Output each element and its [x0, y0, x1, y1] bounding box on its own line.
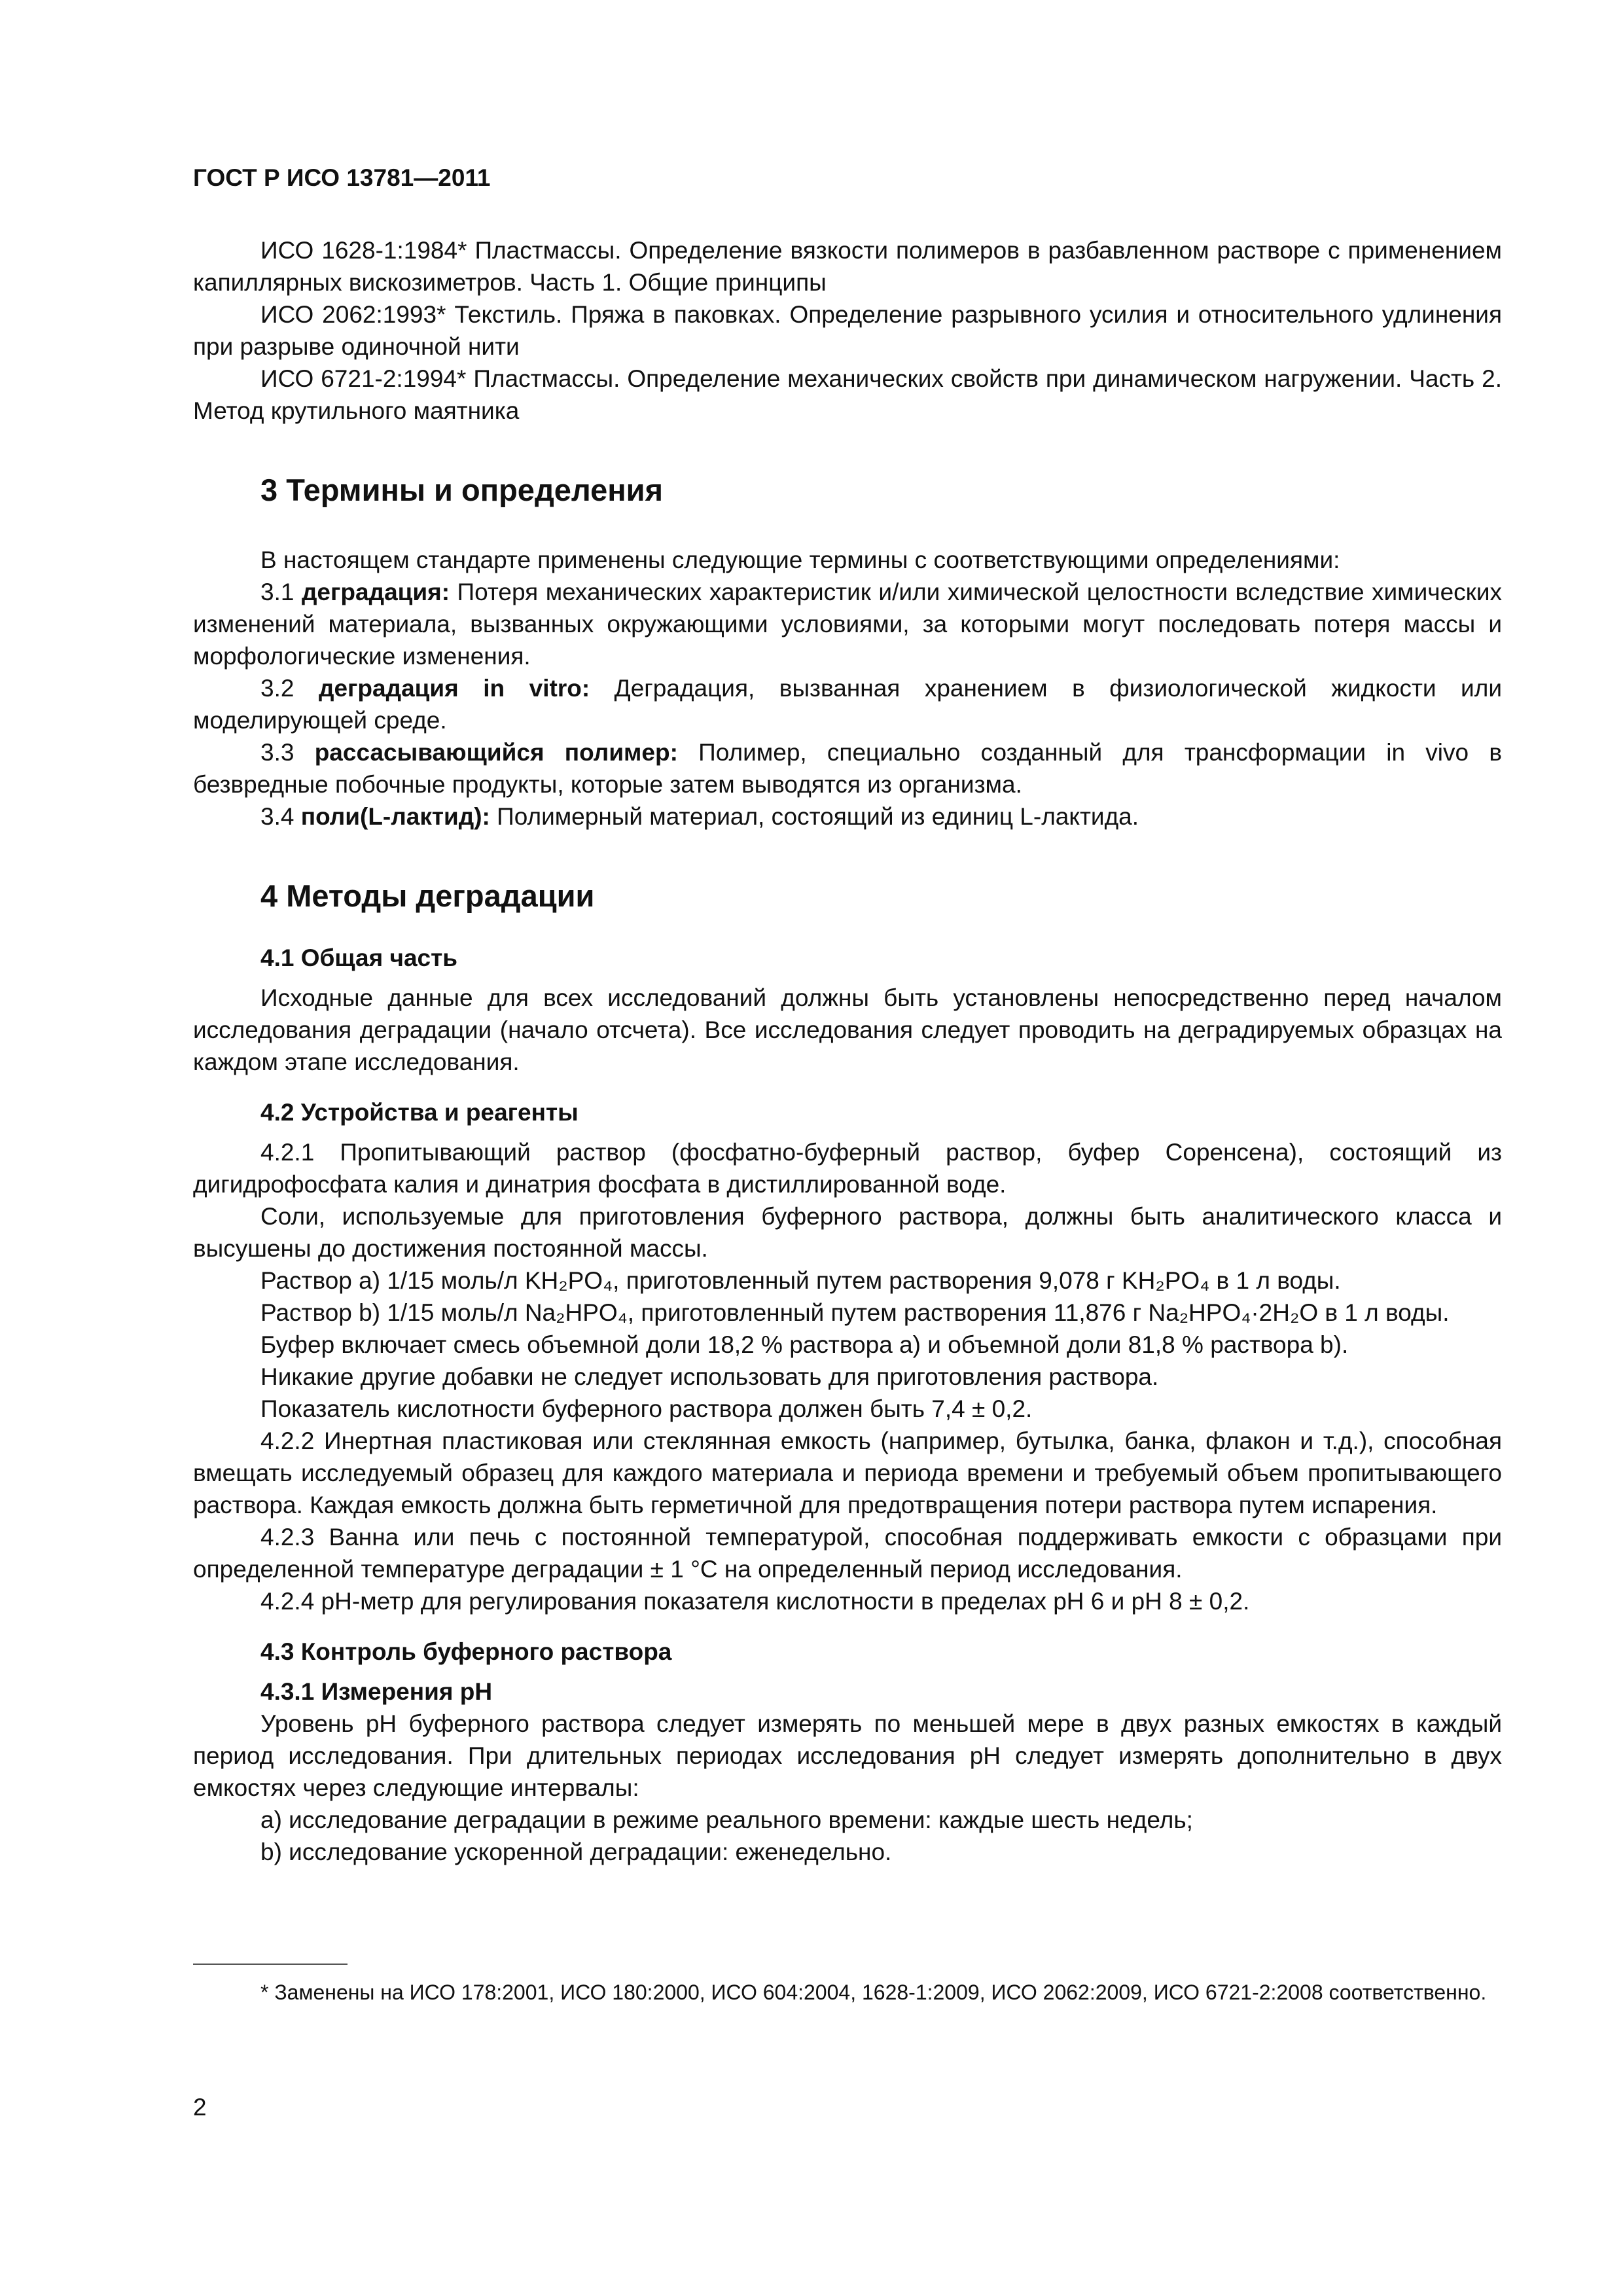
page-number: 2: [193, 2094, 207, 2121]
reference-iso-6721: ИСО 6721-2:1994* Пластмассы. Определение механических свойств при динамическом нагружении. Часть 2. Метод крутильного маятника: [193, 365, 1502, 424]
term-3-3: [193, 736, 1502, 800]
paragraph-4-2-4: 4.2.4 pH-метр для регулирования показателя кислотности в пределах pH 6 и pH 8 ± 0,2.: [260, 1588, 1250, 1615]
term-3-2: [193, 672, 1502, 736]
paragraph-salts: Соли, используемые для приготовления буферного раствора, должны быть аналитического класса и высушены до достижения постоянной массы.: [193, 1203, 1502, 1262]
term-3-1: [193, 576, 1502, 672]
subsection-4-3-1-heading: 4.3.1 Измерения pH: [260, 1678, 493, 1705]
document-page: [193, 162, 1502, 1868]
footnote-divider: [193, 1964, 348, 1965]
running-header: ГОСТ Р ИСО 13781—2011: [193, 164, 491, 191]
paragraph-4-2-3: 4.2.3 Ванна или печь с постоянной температурой, способная поддерживать емкости с образцами при определенной температуре деградации ± 1 °С на определенный период исследования.: [193, 1524, 1502, 1583]
term-3-4-name: поли(L-лактид):: [300, 803, 490, 830]
subsection-4-3-1-text: Уровень pH буферного раствора следует измерять по меньшей мере в двух разных емкостях в каждый период исследования. При длительных периодах исследования pH следует измерять дополнительно в двух емкостях через следующие интервалы:: [193, 1710, 1502, 1801]
section-4-heading: 4 Методы деградации: [260, 878, 595, 913]
paragraph-buffer-mix: Буфер включает смесь объемной доли 18,2 % раствора a) и объемной доли 81,8 % раствора b).: [260, 1331, 1349, 1358]
footnote: * Заменены на ИСО 178:2001, ИСО 180:2000, ИСО 604:2004, 1628-1:2009, ИСО 2062:2009, ИСО 6721-2:2008 соответственно.: [260, 1981, 1487, 2004]
paragraph-solution-a: Раствор a) 1/15 моль/л KH₂PO₄, приготовленный путем растворения 9,078 г KH₂PO₄ в 1 л воды.: [260, 1267, 1341, 1294]
paragraph-no-additives: Никакие другие добавки не следует использовать для приготовления раствора.: [260, 1363, 1159, 1390]
term-3-3-number: 3.3: [260, 739, 294, 766]
paragraph-ph-value: Показатель кислотности буферного раствора должен быть 7,4 ± 0,2.: [260, 1395, 1033, 1422]
term-3-2-number: 3.2: [260, 675, 294, 702]
term-3-2-definition: Деградация, вызванная хранением в физиологической жидкости или моделирующей среде.: [193, 675, 1502, 734]
term-3-4: [193, 800, 1502, 833]
paragraph-4-2-1: 4.2.1 Пропитывающий раствор (фосфатно-буферный раствор, буфер Соренсена), состоящий из дигидрофосфата калия и динатрия фосфата в дистиллированной воде.: [193, 1139, 1502, 1198]
list-item: b) исследование ускоренной деградации: еженедельно.: [260, 1839, 892, 1865]
subsection-4-1-text: Исходные данные для всех исследований должны быть установлены непосредственно перед началом исследования деградации (начало отсчета). Все исследования следует проводить на деградируемых образцах на каждом этапе исследования.: [193, 984, 1502, 1075]
subsection-4-1-heading: 4.1 Общая часть: [260, 944, 457, 971]
term-3-2-name: деградация in vitro:: [318, 675, 590, 702]
paragraph-solution-b: Раствор b) 1/15 моль/л Na₂HPO₄, приготовленный путем растворения 11,876 г Na₂HPO₄·2H₂O в 1 л воды.: [260, 1299, 1450, 1326]
paragraph-4-2-2: 4.2.2 Инертная пластиковая или стеклянная емкость (например, бутылка, банка, флакон и т.д.), способная вмещать исследуемый образец для каждого материала и периода времени и требуемый объем пропитывающего раствора. Каждая емкость должна быть герметичной для предотвращения потери раствора путем испарения.: [193, 1427, 1502, 1518]
subsection-4-2-heading: 4.2 Устройства и реагенты: [260, 1099, 579, 1126]
list-item: a) исследование деградации в режиме реального времени: каждые шесть недель;: [260, 1806, 1193, 1833]
term-3-3-name: рассасывающийся полимер:: [314, 739, 678, 766]
reference-iso-2062: ИСО 2062:1993* Текстиль. Пряжа в паковках. Определение разрывного усилия и относительного удлинения при разрыве одиночной нити: [193, 301, 1502, 360]
term-3-1-definition: Потеря механических характеристик и/или химической целостности вследствие химических изменений материала, вызванных окружающими условиями, за которыми могут последовать потеря массы и морфологические изменения.: [193, 579, 1503, 670]
subsection-4-3-heading: 4.3 Контроль буферного раствора: [260, 1638, 672, 1665]
section-3-heading: 3 Термины и определения: [260, 473, 663, 507]
term-3-4-definition: Полимерный материал, состоящий из единиц L-лактида.: [490, 803, 1139, 830]
term-3-1-number: 3.1: [260, 579, 294, 605]
term-3-4-number: 3.4: [260, 803, 294, 830]
term-3-1-name: деградация:: [301, 579, 450, 605]
term-3-3-definition: Полимер, специально созданный для трансформации in vivo в безвредные побочные продукты, которые затем выводятся из организма.: [193, 739, 1502, 798]
section-3-intro: В настоящем стандарте применены следующие термины с соответствующими определениями:: [260, 547, 1340, 573]
reference-iso-1628: ИСО 1628-1:1984* Пластмассы. Определение вязкости полимеров в разбавленном растворе с применением капиллярных вискозиметров. Часть 1. Общие принципы: [193, 237, 1502, 296]
